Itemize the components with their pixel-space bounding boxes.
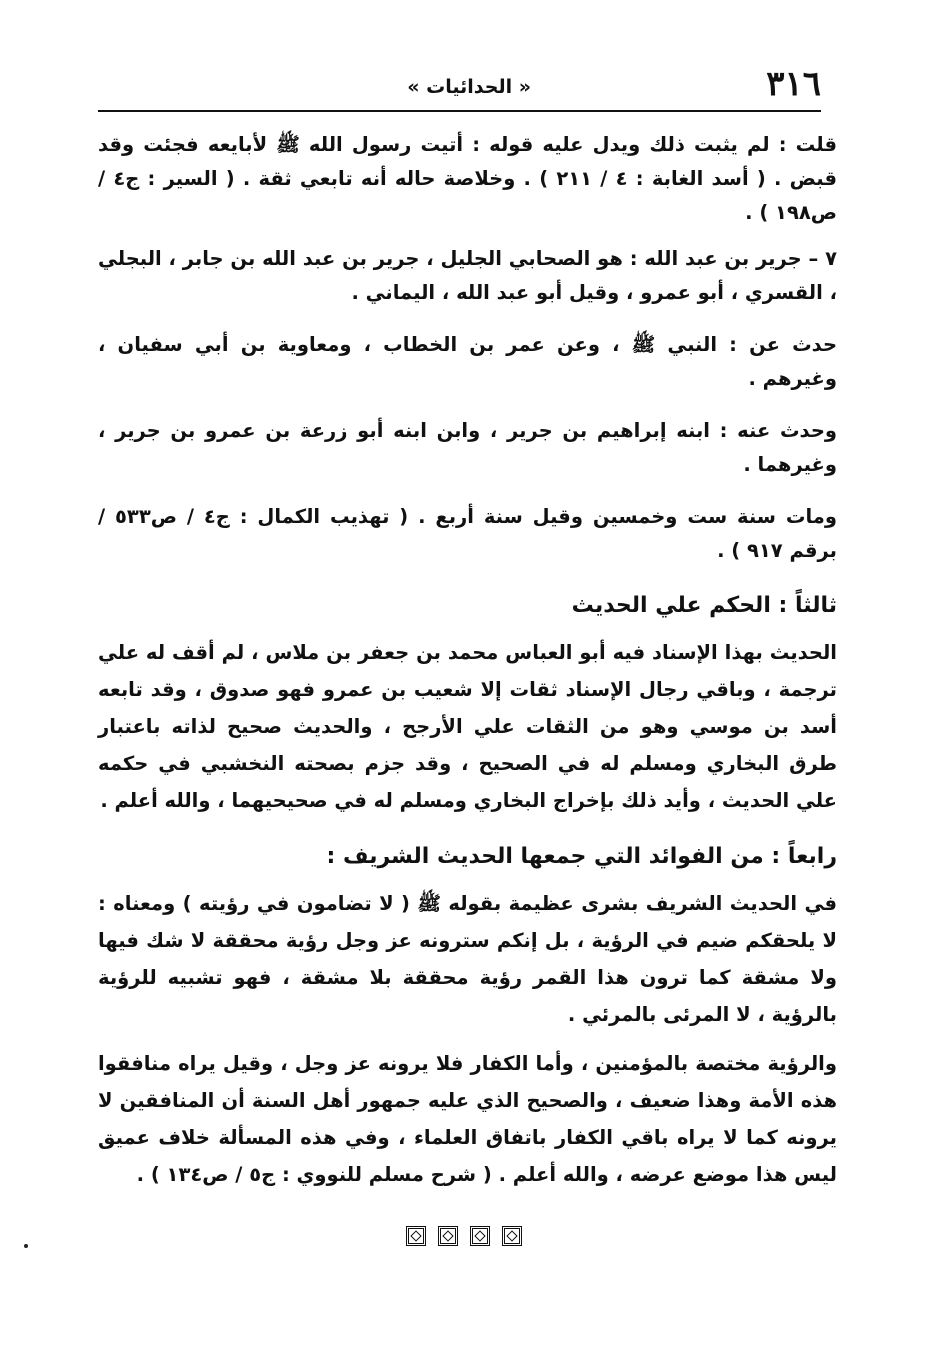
paragraph-narrated-by: وحدث عنه : ابنه إبراهيم بن جرير ، وابن ابنه أبو زرعة بن عمرو بن جرير ، وغيرهما . <box>98 419 837 476</box>
page-body <box>98 128 837 1193</box>
margin-dot <box>24 1244 28 1248</box>
paragraph-narrated-from: حدث عن : النبي ﷺ ، وعن عمر بن الخطاب ، ومعاوية بن أبي سفيان ، وغيرهم . <box>98 333 837 390</box>
section-heading-ruling: ثالثاً : الحكم علي الحديث <box>571 593 837 618</box>
page-number: ٣١٦ <box>766 64 821 104</box>
ornament-square-icon <box>438 1226 458 1246</box>
page-header <box>98 62 821 112</box>
section-heading-benefits: رابعاً : من الفوائد التي جمعها الحديث الشريف : <box>326 844 837 869</box>
running-head: « الحدائيات » <box>407 76 531 98</box>
paragraph-benefits-2: والرؤية مختصة بالمؤمنين ، وأما الكفار فلا يرونه عز وجل ، وقيل يراه منافقوا هذه الأمة وهذا ضعيف ، والصحيح الذي عليه جمهور أهل السنة أن المنافقين لا يرونه كما لا يراه باقي الكفار باتفاق العلماء ، وفي هذه المسألة خلاف عميق ليس هذا موضع عرضه ، والله أعلم . ( شرح مسلم للنووي : ج٥ / ص١٣٤ ) . <box>98 1052 837 1186</box>
paragraph-qult: قلت : لم يثبت ذلك ويدل عليه قوله : أتيت رسول الله ﷺ لأبايعه فجئت وقد قبض . ( أسد الغابة : ٤ / ٢١١ ) . وخلاصة حاله أنه تابعي ثقة . ( السير : ج٤ / ص١٩٨ ) . <box>98 133 837 224</box>
ornament-square-icon <box>502 1226 522 1246</box>
paragraph-benefits-1: في الحديث الشريف بشرى عظيمة بقوله ﷺ ( لا تضامون في رؤيته ) ومعناه : لا يلحقكم ضيم في الرؤية ، بل إنكم سترونه عز وجل رؤية محققة لا شك فيها ولا مشقة كما ترون هذا القمر رؤية محققة بلا مشقة ، فهو تشبيه للرؤية بالرؤية ، لا المرئى بالمرئي . <box>98 892 837 1026</box>
paragraph-jarir-bio: ٧ – جرير بن عبد الله : هو الصحابي الجليل ، جرير بن عبد الله بن جابر ، البجلي ، القسري ، أبو عمرو ، وقيل أبو عبد الله ، اليماني . <box>98 247 837 304</box>
paragraph-ruling: الحديث بهذا الإسناد فيه أبو العباس محمد بن جعفر بن ملاس ، لم أقف له علي ترجمة ، وباقي رجال الإسناد ثقات إلا شعيب بن عمرو فهو صدوق ، وقد تابعه أسد بن موسي وهو من الثقات علي الأرجح ، والحديث صحيح لذاته باعتبار طرق البخاري ومسلم له في الصحيح ، وقد جزم بصحته النخشبي في حكمه علي الحديث ، وأيد ذلك بإخراج البخاري ومسلم له في صحيحيهما ، والله أعلم . <box>98 641 837 812</box>
end-ornament <box>406 1226 522 1246</box>
paragraph-death: ومات سنة ست وخمسين وقيل سنة أربع . ( تهذيب الكمال : ج٤ / ص٥٣٣ / برقم ٩١٧ ) . <box>98 505 837 562</box>
ornament-square-icon <box>470 1226 490 1246</box>
ornament-square-icon <box>406 1226 426 1246</box>
